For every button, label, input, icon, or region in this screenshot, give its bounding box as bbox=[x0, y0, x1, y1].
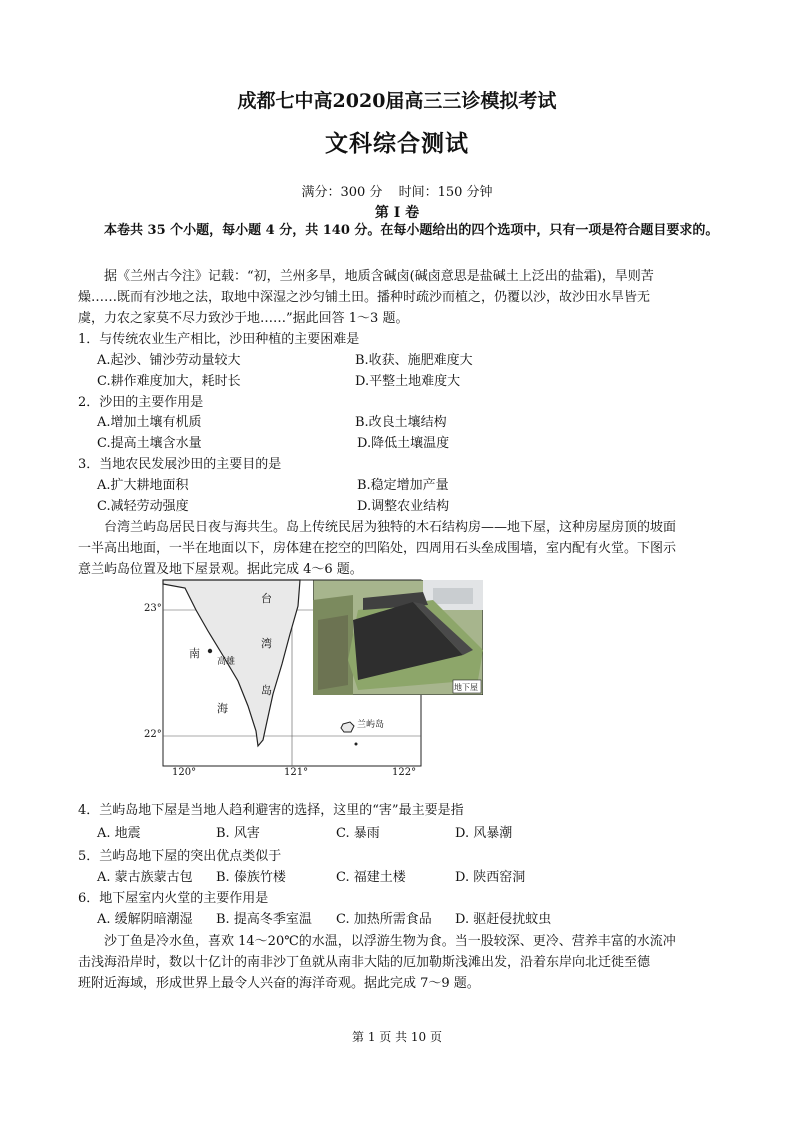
longitude-121-label: 121° bbox=[284, 767, 309, 778]
taiwan-label-1: 台 bbox=[261, 592, 272, 605]
question-1-option-b[interactable]: B.收获、施肥难度大 bbox=[355, 353, 473, 368]
question-4-option-d[interactable]: D. 风暴潮 bbox=[455, 826, 513, 841]
lanyu-island-shape bbox=[341, 722, 354, 732]
question-5-option-a[interactable]: A. 蒙古族蒙古包 bbox=[97, 870, 193, 885]
question-4-option-c[interactable]: C. 暴雨 bbox=[336, 826, 380, 841]
question-3-option-c[interactable]: C.减轻劳动强度 bbox=[97, 499, 189, 514]
exam-subtitle: 文科综合测试 bbox=[325, 130, 469, 157]
passage3-line-1: 沙丁鱼是冷水鱼，喜欢 14～20℃的水温，以浮游生物为食。当一股较深、更冷、营养丰富的水流冲 bbox=[104, 934, 676, 949]
passage1-line-2: 燥……既而有沙地之法，取地中深湿之沙匀铺土田。播种时疏沙而植之，仍覆以沙，故沙田水旱皆无 bbox=[78, 290, 651, 305]
latitude-22-label: 22° bbox=[144, 729, 162, 740]
question-6-stem: 6．地下屋室内火堂的主要作用是 bbox=[78, 891, 269, 906]
question-1-option-a[interactable]: A.起沙、铺沙劳动量较大 bbox=[97, 353, 241, 368]
passage2-line-3: 意兰屿岛位置及地下屋景观。据此完成 4～6 题。 bbox=[78, 562, 363, 577]
question-6-option-a[interactable]: A. 缓解阴暗潮湿 bbox=[97, 912, 193, 927]
question-1-option-c[interactable]: C.耕作难度加大，耗时长 bbox=[97, 374, 241, 389]
question-4-option-a[interactable]: A. 地震 bbox=[97, 826, 141, 841]
latitude-23-label: 23° bbox=[144, 603, 162, 614]
question-2-option-d[interactable]: D.降低土壤温度 bbox=[357, 436, 450, 451]
question-6-option-c[interactable]: C. 加热所需食品 bbox=[336, 912, 432, 927]
time-info: 时间：150 分钟 bbox=[398, 185, 493, 200]
question-5-option-c[interactable]: C. 福建土楼 bbox=[336, 870, 406, 885]
score-info: 满分：300 分 bbox=[301, 185, 383, 200]
passage3-line-3: 班附近海域，形成世界上最令人兴奋的海洋奇观。据此完成 7～9 题。 bbox=[78, 976, 480, 991]
kaohsiung-label: 高雄 bbox=[217, 657, 236, 667]
passage2-line-2: 一半高出地面，一半在地面以下，房体建在挖空的凹陷处，四周用石头垒成围墙，室内配有火堂。下图示 bbox=[78, 541, 677, 556]
taiwan-label-2: 湾 bbox=[261, 637, 272, 650]
question-4-stem: 4．兰屿岛地下屋是当地人趋利避害的选择，这里的“害”最主要是指 bbox=[78, 803, 464, 818]
question-3-option-b[interactable]: B.稳定增加产量 bbox=[357, 478, 449, 493]
question-5-option-b[interactable]: B. 傣族竹楼 bbox=[216, 870, 286, 885]
question-4-option-b[interactable]: B. 风害 bbox=[216, 826, 260, 841]
sea-label-1: 南 bbox=[189, 647, 200, 660]
exam-meta bbox=[0, 181, 794, 200]
section-heading: 第 Ⅰ 卷 bbox=[374, 205, 420, 221]
question-6-option-d[interactable]: D. 驱赶侵扰蚊虫 bbox=[455, 912, 552, 927]
question-2-stem: 2．沙田的主要作用是 bbox=[78, 395, 204, 410]
question-2-option-a[interactable]: A.增加土壤有机质 bbox=[97, 415, 202, 430]
small-islet bbox=[355, 743, 358, 746]
question-5-option-d[interactable]: D. 陕西窑洞 bbox=[455, 870, 526, 885]
kaohsiung-marker bbox=[208, 649, 212, 653]
exam-title: 成都七中高2020届高三三诊模拟考试 bbox=[237, 90, 557, 112]
sea-label-2: 海 bbox=[217, 702, 228, 715]
lanyu-label: 兰屿岛 bbox=[357, 720, 385, 730]
question-1-option-d[interactable]: D.平整土地难度大 bbox=[355, 374, 461, 389]
question-6-option-b[interactable]: B. 提高冬季室温 bbox=[216, 912, 312, 927]
question-3-stem: 3．当地农民发展沙田的主要目的是 bbox=[78, 457, 282, 472]
passage3-line-2: 击浅海沿岸时，数以十亿计的南非沙丁鱼就从南非大陆的厄加勒斯浅滩出发，沿着东岸向北迁徙至德 bbox=[78, 955, 651, 970]
photo-label: 地下屋 bbox=[454, 683, 478, 692]
question-5-stem: 5．兰屿岛地下屋的突出优点类似于 bbox=[78, 849, 282, 864]
longitude-120-label: 120° bbox=[172, 767, 197, 778]
taiwan-label-3: 岛 bbox=[261, 684, 272, 697]
question-1-stem: 1．与传统农业生产相比，沙田种植的主要困难是 bbox=[78, 332, 360, 347]
page-footer: 第 1 页 共 10 页 bbox=[352, 1030, 442, 1044]
longitude-122-label: 122° bbox=[392, 767, 417, 778]
passage1-line-1: 据《兰州古今注》记载：“初，兰州多旱，地质含碱卤(碱卤意思是盐碱土上泛出的盐霜)，旱则苦 bbox=[104, 269, 654, 284]
instructions: 本卷共 35 个小题，每小题 4 分，共 140 分。在每小题给出的四个选项中，只有一项是符合题目要求的。 bbox=[104, 223, 719, 238]
question-3-option-a[interactable]: A.扩大耕地面积 bbox=[97, 478, 189, 493]
passage1-line-3: 虞，力农之家莫不尽力致沙于地……”据此回答 1～3 题。 bbox=[78, 311, 409, 326]
question-3-option-d[interactable]: D.调整农业结构 bbox=[357, 499, 450, 514]
question-2-option-b[interactable]: B.改良土壤结构 bbox=[355, 415, 447, 430]
underground-house-photo bbox=[313, 580, 483, 695]
passage2-line-1: 台湾兰屿岛居民日夜与海共生。岛上传统民居为独特的木石结构房——地下屋，这种房屋房顶的坡面 bbox=[104, 520, 677, 535]
question-2-option-c[interactable]: C.提高土壤含水量 bbox=[97, 436, 202, 451]
